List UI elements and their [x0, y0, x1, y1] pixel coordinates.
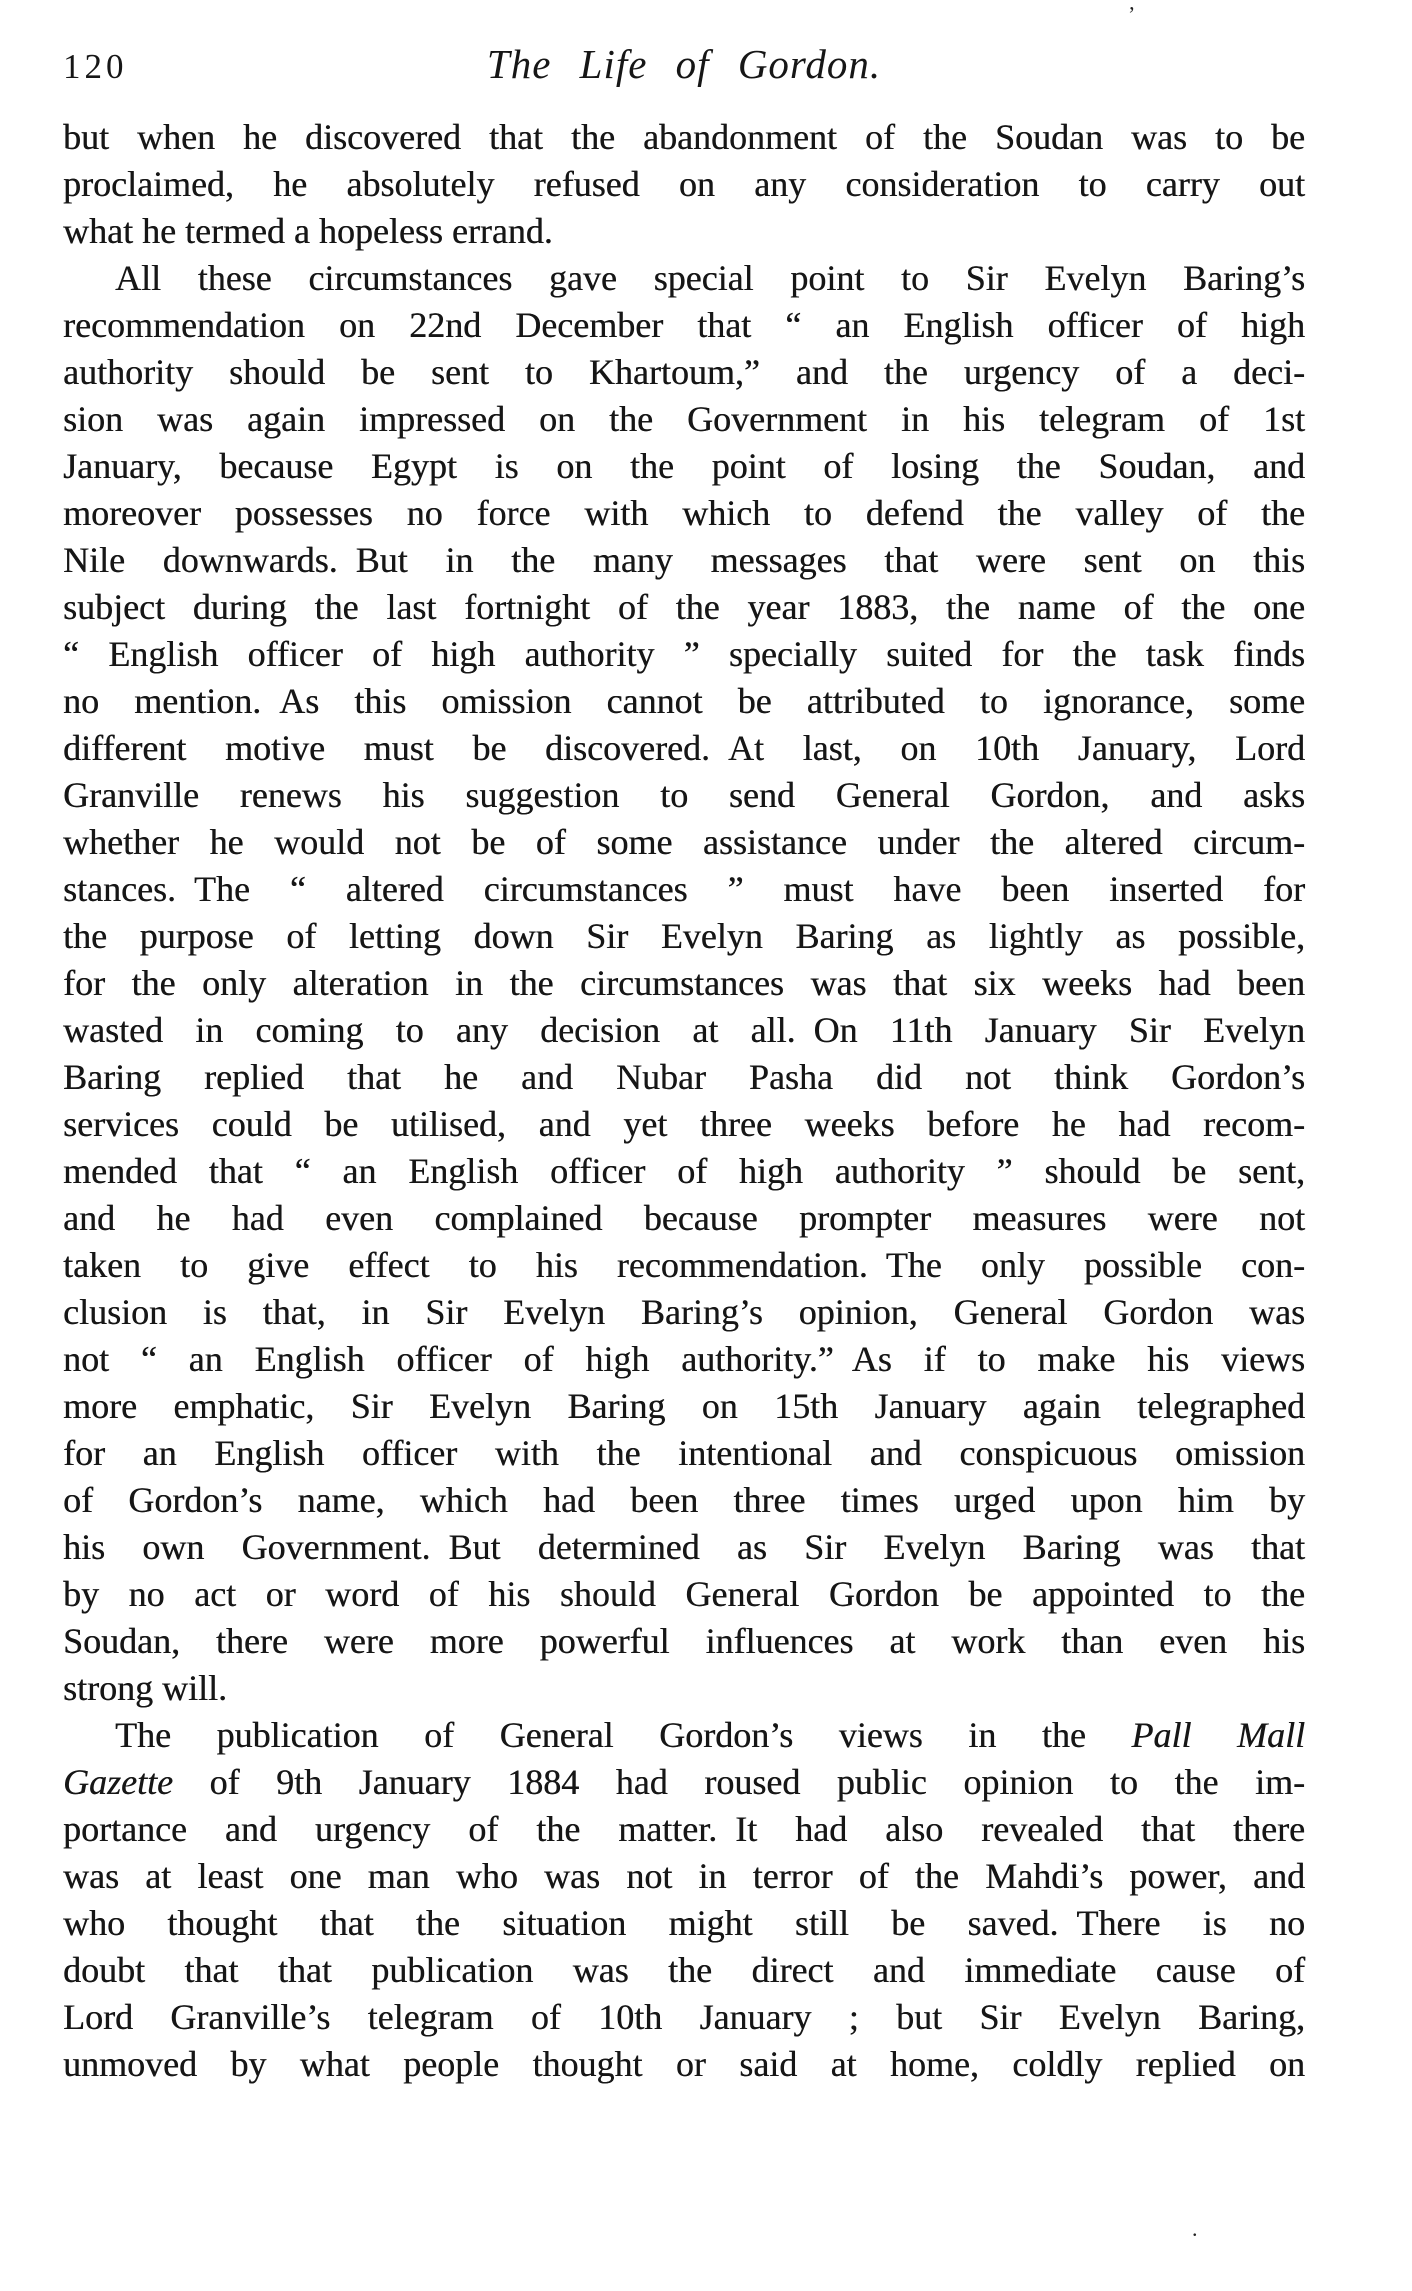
- text-line: who thought that the situation might still be saved. There is no: [63, 1903, 1305, 1943]
- text-line: the purpose of letting down Sir Evelyn Baring as lightly as possible,: [63, 916, 1305, 956]
- text-line: taken to give effect to his recommendation. The only possible con-: [63, 1245, 1305, 1285]
- text-line: not “ an English officer of high authority.” As if to make his views: [63, 1339, 1305, 1379]
- text-line: whether he would not be of some assistance under the altered circum-: [63, 822, 1305, 862]
- paragraph: [63, 1712, 1305, 2088]
- text-line: different motive must be discovered. At last, on 10th January, Lord: [63, 728, 1305, 768]
- text-line: The publication of General Gordon’s views in the Pall Mall: [115, 1715, 1305, 1755]
- text-line: strong will.: [63, 1668, 228, 1708]
- text-line: authority should be sent to Khartoum,” and the urgency of a deci-: [63, 352, 1305, 392]
- text-line: Gazette of 9th January 1884 had roused public opinion to the im-: [63, 1762, 1305, 1802]
- ink-speck: ʼ: [1128, 2, 1136, 27]
- text-line: clusion is that, in Sir Evelyn Baring’s opinion, General Gordon was: [63, 1292, 1305, 1332]
- paragraph: [63, 114, 1305, 255]
- text-line: but when he discovered that the abandonment of the Soudan was to be: [63, 117, 1305, 157]
- text-line: mended that “ an English officer of high authority ” should be sent,: [63, 1151, 1305, 1191]
- running-title: The Life of Gordon.: [486, 41, 882, 87]
- text-line: sion was again impressed on the Government in his telegram of 1st: [63, 399, 1305, 439]
- ink-speck: .: [1192, 2216, 1198, 2241]
- text-line: more emphatic, Sir Evelyn Baring on 15th January again telegraphed: [63, 1386, 1305, 1426]
- text-line: “ English officer of high authority ” specially suited for the task finds: [63, 634, 1305, 674]
- text-line: his own Government. But determined as Sir Evelyn Baring was that: [63, 1527, 1305, 1567]
- text-line: proclaimed, he absolutely refused on any consideration to carry out: [63, 164, 1305, 204]
- text-line: for the only alteration in the circumstances was that six weeks had been: [63, 963, 1305, 1003]
- text-line: recommendation on 22nd December that “ an English officer of high: [63, 305, 1305, 345]
- text-line: services could be utilised, and yet three weeks before he had recom-: [63, 1104, 1305, 1144]
- text-line: January, because Egypt is on the point of losing the Soudan, and: [63, 446, 1305, 486]
- text-line: All these circumstances gave special point to Sir Evelyn Baring’s: [115, 258, 1305, 298]
- text-line: stances. The “ altered circumstances ” must have been inserted for: [63, 869, 1305, 909]
- page-body: [63, 114, 1305, 2088]
- text-line: Soudan, there were more powerful influences at work than even his: [63, 1621, 1305, 1661]
- text-line: subject during the last fortnight of the year 1883, the name of the one: [63, 587, 1305, 627]
- text-line: what he termed a hopeless errand.: [63, 211, 553, 251]
- text-line: portance and urgency of the matter. It had also revealed that there: [63, 1809, 1305, 1849]
- text-line: of Gordon’s name, which had been three times urged upon him by: [63, 1480, 1305, 1520]
- text-line: no mention. As this omission cannot be attributed to ignorance, some: [63, 681, 1305, 721]
- paragraph: [63, 255, 1305, 1712]
- text-line: by no act or word of his should General Gordon be appointed to the: [63, 1574, 1305, 1614]
- page-header: [63, 40, 1305, 98]
- text-line: and he had even complained because prompter measures were not: [63, 1198, 1305, 1238]
- page-number: 120: [63, 47, 128, 86]
- text-line: for an English officer with the intentional and conspicuous omission: [63, 1433, 1305, 1473]
- text-line: Granville renews his suggestion to send General Gordon, and asks: [63, 775, 1305, 815]
- text-line: doubt that that publication was the direct and immediate cause of: [63, 1950, 1305, 1990]
- italic-text: Pall Mall: [1131, 1715, 1305, 1755]
- text-line: Lord Granville’s telegram of 10th January ; but Sir Evelyn Baring,: [63, 1997, 1305, 2037]
- text-line: wasted in coming to any decision at all. On 11th January Sir Evelyn: [63, 1010, 1305, 1050]
- text-line: Baring replied that he and Nubar Pasha did not think Gordon’s: [63, 1057, 1305, 1097]
- text-line: unmoved by what people thought or said at home, coldly replied on: [63, 2044, 1305, 2084]
- text-line: was at least one man who was not in terror of the Mahdi’s power, and: [63, 1856, 1305, 1896]
- text-line: Nile downwards. But in the many messages that were sent on this: [63, 540, 1305, 580]
- text-line: moreover possesses no force with which to defend the valley of the: [63, 493, 1305, 533]
- italic-text: Gazette: [63, 1762, 173, 1802]
